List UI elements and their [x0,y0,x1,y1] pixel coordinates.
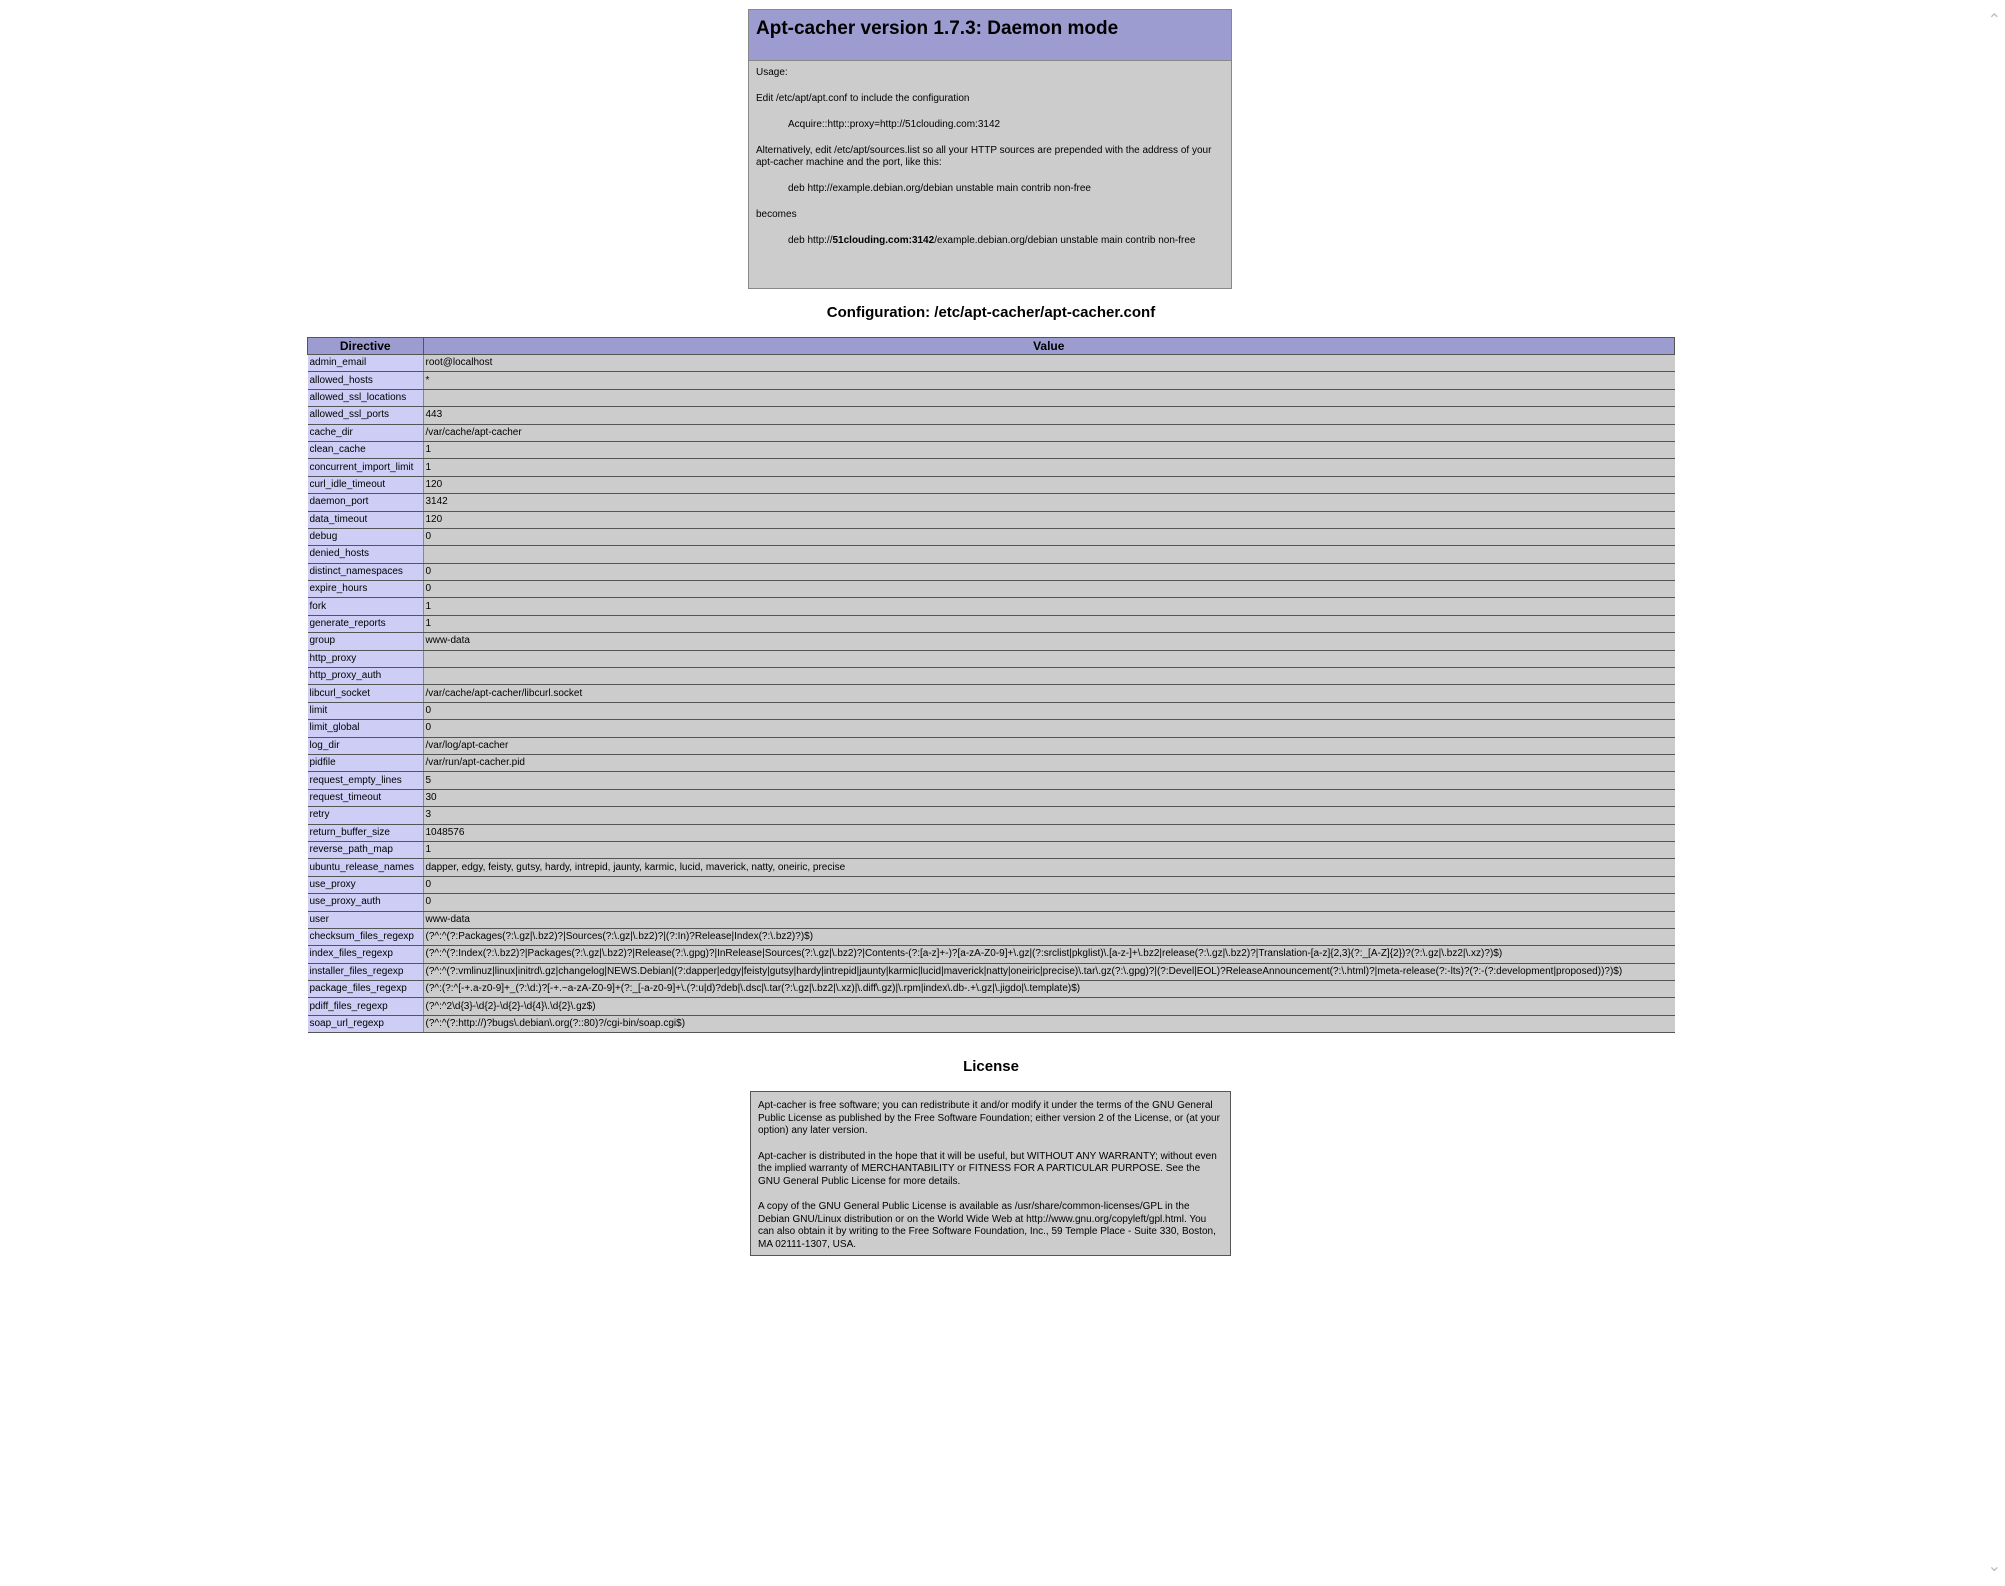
value-cell: 3 [423,807,1675,824]
value-cell: 0 [423,702,1675,719]
value-cell [423,389,1675,406]
table-row [308,546,1675,563]
value-cell: * [423,372,1675,389]
table-row [308,928,1675,945]
value-cell: 1 [423,598,1675,615]
value-cell: root@localhost [423,355,1675,372]
deb-example-line: deb http://example.debian.org/debian unstable main contrib non-free [788,183,1091,194]
value-cell [423,668,1675,685]
directive-cell: reverse_path_map [308,841,424,858]
value-cell: 0 [423,894,1675,911]
directive-cell: allowed_hosts [308,372,424,389]
table-row [308,824,1675,841]
value-cell: 0 [423,528,1675,545]
usage-body [749,61,1231,267]
usage-panel [748,9,1232,289]
table-row [308,650,1675,667]
chevron-up-icon[interactable]: ⌃ [1987,12,2001,29]
table-row [308,754,1675,771]
directive-cell: ubuntu_release_names [308,859,424,876]
directive-cell: pidfile [308,754,424,771]
directive-cell: allowed_ssl_ports [308,407,424,424]
table-row [308,1015,1675,1032]
table-row [308,685,1675,702]
value-cell: 443 [423,407,1675,424]
table-row [308,772,1675,789]
directive-cell: limit [308,702,424,719]
alternative-instruction: Alternatively, edit /etc/apt/sources.list so all your HTTP sources are prepended with the address of your apt-cacher machine and the port, like this: [756,145,1212,168]
table-row [308,528,1675,545]
table-row [308,720,1675,737]
config-table [307,337,1675,1033]
value-cell: 1 [423,841,1675,858]
directive-cell: use_proxy [308,876,424,893]
deb-result-suffix: /example.debian.org/debian unstable main contrib non-free [934,235,1196,246]
table-row [308,581,1675,598]
table-row [308,494,1675,511]
directive-column-header: Directive [308,338,424,355]
config-table-body [308,355,1675,1033]
directive-cell: concurrent_import_limit [308,459,424,476]
value-cell: /var/cache/apt-cacher [423,424,1675,441]
table-row [308,511,1675,528]
table-row [308,459,1675,476]
table-row [308,389,1675,406]
directive-cell: http_proxy [308,650,424,667]
table-row [308,615,1675,632]
value-cell: (?^:^(?:http://)?bugs\.debian\.org(?::80)?/cgi-bin/soap.cgi$) [423,1015,1675,1032]
chevron-down-icon[interactable]: ⌄ [1987,1558,2001,1575]
config-header-row [308,338,1675,355]
table-row [308,355,1675,372]
table-row [308,372,1675,389]
page-title: Apt-cacher version 1.7.3: Daemon mode [749,10,1231,61]
license-paragraph-2: Apt-cacher is distributed in the hope that it will be useful, but WITHOUT ANY WARRANTY; without even the implied warranty of MERCHANTABILITY or FITNESS FOR A PARTICULAR PURPOSE. See the GNU General Public License for more details. [758,1150,1217,1187]
table-row [308,981,1675,998]
table-row [308,668,1675,685]
value-cell [423,546,1675,563]
table-row [308,598,1675,615]
table-row [308,424,1675,441]
table-row [308,946,1675,963]
directive-cell: use_proxy_auth [308,894,424,911]
directive-cell: clean_cache [308,441,424,458]
directive-cell: index_files_regexp [308,946,424,963]
value-column-header: Value [423,338,1675,355]
value-cell: 1 [423,615,1675,632]
usage-label: Usage: [756,67,788,78]
table-row [308,859,1675,876]
deb-result-line [756,235,1224,247]
license-heading: License [963,1058,1019,1075]
value-cell: 5 [423,772,1675,789]
directive-cell: request_empty_lines [308,772,424,789]
directive-cell: return_buffer_size [308,824,424,841]
directive-cell: distinct_namespaces [308,563,424,580]
value-cell: 1048576 [423,824,1675,841]
directive-cell: retry [308,807,424,824]
table-row [308,998,1675,1015]
value-cell: /var/log/apt-cacher [423,737,1675,754]
directive-cell: user [308,911,424,928]
directive-cell: checksum_files_regexp [308,928,424,945]
value-cell: 3142 [423,494,1675,511]
value-cell: (?^:^2\d{3}-\d{2}-\d{2}-\d{4}\.\d{2}\.gz$) [423,998,1675,1015]
license-paragraph-1: Apt-cacher is free software; you can redistribute it and/or modify it under the terms of the GNU General Public License as published by the Free Software Foundation; either version 2 of the License, or (at your option) any later version. [758,1100,1220,1136]
value-cell [423,650,1675,667]
directive-cell: http_proxy_auth [308,668,424,685]
license-paragraph-3: A copy of the GNU General Public License is available as /usr/share/common-licenses/GPL in the Debian GNU/Linux distribution or on the World Wide Web at http://www.gnu.org/copyleft/gpl.html. You can also obtain it by writing to the Free Software Foundation, Inc., 59 Temple Place - Suite 330, Boston, MA 02111-1307, USA. [758,1201,1216,1250]
table-row [308,441,1675,458]
config-heading: Configuration: /etc/apt-cacher/apt-cacher.conf [826,304,1156,321]
value-cell: www-data [423,911,1675,928]
directive-cell: log_dir [308,737,424,754]
table-row [308,476,1675,493]
value-cell: 30 [423,789,1675,806]
table-row [308,407,1675,424]
directive-cell: daemon_port [308,494,424,511]
becomes-label: becomes [756,209,797,220]
value-cell: 0 [423,876,1675,893]
directive-cell: debug [308,528,424,545]
directive-cell: denied_hosts [308,546,424,563]
value-cell: (?^:^(?:Packages(?:\.gz|\.bz2)?|Sources(?:\.gz|\.bz2)?|(?:In)?Release|Index(?:\.bz2)?)$) [423,928,1675,945]
value-cell: 1 [423,459,1675,476]
directive-cell: package_files_regexp [308,981,424,998]
value-cell: /var/cache/apt-cacher/libcurl.socket [423,685,1675,702]
directive-cell: installer_files_regexp [308,963,424,980]
directive-cell: pdiff_files_regexp [308,998,424,1015]
value-cell: 0 [423,581,1675,598]
value-cell: www-data [423,633,1675,650]
value-cell: 0 [423,563,1675,580]
value-cell: 120 [423,511,1675,528]
table-row [308,563,1675,580]
license-panel [750,1091,1231,1256]
directive-cell: fork [308,598,424,615]
directive-cell: generate_reports [308,615,424,632]
value-cell: dapper, edgy, feisty, gutsy, hardy, intrepid, jaunty, karmic, lucid, maverick, natty, oneiric, precise [423,859,1675,876]
value-cell: 120 [423,476,1675,493]
value-cell: (?^:(?:^[-+.a-z0-9]+_(?:\d:)?[-+.~a-zA-Z0-9]+(?:_[-a-z0-9]+\.(?:u|d)?deb|\.dsc|\.tar(?:\.gz|\.bz2|\.xz)|\.diff\.gz)|\.rpm|index\.db-.+\.gz|\.jigdo|\.template)$) [423,981,1675,998]
table-row [308,894,1675,911]
value-cell: 0 [423,720,1675,737]
deb-result-host: 51clouding.com:3142 [832,235,935,246]
value-cell: /var/run/apt-cacher.pid [423,754,1675,771]
directive-cell: libcurl_socket [308,685,424,702]
acquire-config-line: Acquire::http::proxy=http://51clouding.com:3142 [788,119,1001,130]
table-row [308,807,1675,824]
directive-cell: cache_dir [308,424,424,441]
deb-result-prefix: deb http:// [788,235,833,246]
table-row [308,633,1675,650]
directive-cell: allowed_ssl_locations [308,389,424,406]
directive-cell: admin_email [308,355,424,372]
table-row [308,963,1675,980]
value-cell: 1 [423,441,1675,458]
directive-cell: curl_idle_timeout [308,476,424,493]
value-cell: (?^:^(?:Index(?:\.bz2)?|Packages(?:\.gz|\.bz2)?|Release(?:\.gpg)?|InRelease|Sources(?:\.gz|\.bz2)?|Contents-(?:[a-z]+-)?[a-zA-Z0-9]+\.gz|(?:srclist|pkglist)\.[a-z-]+\.bz2|release(?:\.gz|\.bz2)?|Translation-[a-z]{2,3}(?:_[A-Z]{2})?(?:\.gz|\.bz2|\.xz)?)$) [423,946,1675,963]
table-row [308,702,1675,719]
directive-cell: data_timeout [308,511,424,528]
value-cell: (?^:^(?:vmlinuz|linux|initrd\.gz|changelog|NEWS.Debian|(?:dapper|edgy|feisty|gutsy|hardy|intrepid|jaunty|karmic|lucid|maverick|natty|oneiric|precise)\.tar\.gz(?:\.gpg)?|(?:Devel|EOL)?ReleaseAnnouncement(?:\.html)?|meta-release(?:-lts)?(?:-(?:development|proposed))?)$) [423,963,1675,980]
table-row [308,789,1675,806]
edit-instruction: Edit /etc/apt/apt.conf to include the configuration [756,93,970,104]
table-row [308,841,1675,858]
table-row [308,876,1675,893]
directive-cell: soap_url_regexp [308,1015,424,1032]
directive-cell: request_timeout [308,789,424,806]
table-row [308,911,1675,928]
table-row [308,737,1675,754]
directive-cell: limit_global [308,720,424,737]
directive-cell: group [308,633,424,650]
directive-cell: expire_hours [308,581,424,598]
